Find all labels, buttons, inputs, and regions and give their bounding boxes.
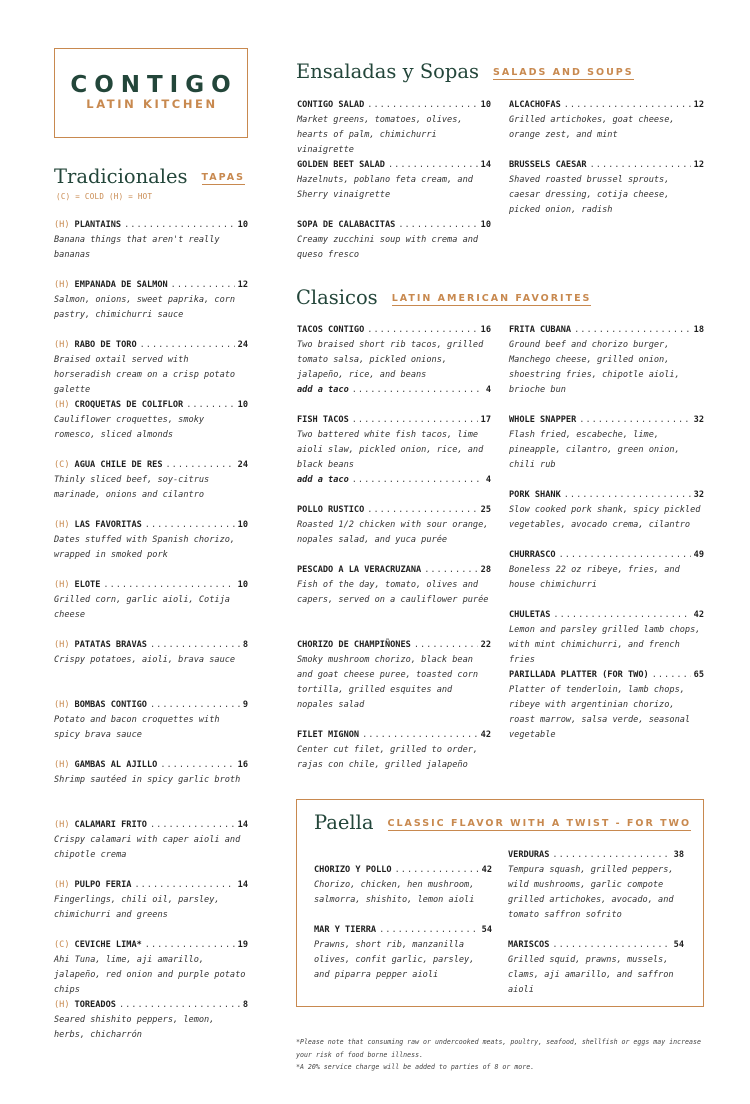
menu-item-name: FRITA CUBANA bbox=[509, 325, 572, 335]
menu-item-price: 12 bbox=[693, 160, 704, 170]
service-charge-note: *A 20% service charge will be added to parties of 8 or more. bbox=[296, 1063, 535, 1071]
add-on-option bbox=[297, 473, 491, 488]
dot-leader bbox=[186, 398, 234, 413]
menu-item-header bbox=[54, 818, 248, 833]
menu-item-header bbox=[54, 938, 248, 953]
temperature-tag: (H) bbox=[54, 760, 70, 770]
menu-item-description: Grilled squid, prawns, mussels, clams, aji amarillo, and saffron aioli bbox=[508, 955, 674, 995]
menu-item-header bbox=[297, 323, 491, 338]
dot-leader bbox=[150, 818, 235, 833]
temperature-tag: (C) bbox=[54, 940, 70, 950]
menu-item-name: BOMBAS CONTIGO bbox=[74, 700, 147, 710]
menu-item-description: Crispy calamari with caper aioli and chipotle crema bbox=[54, 835, 241, 860]
menu-item bbox=[54, 638, 248, 668]
menu-item-description: Shrimp sautéed in spicy garlic broth bbox=[54, 775, 241, 785]
menu-item-name: POLLO RUSTICO bbox=[297, 505, 365, 515]
menu-item bbox=[509, 413, 704, 473]
add-on-label: add a taco bbox=[297, 385, 349, 395]
dot-leader bbox=[352, 413, 478, 428]
dot-leader bbox=[414, 638, 478, 653]
menu-item-name: MARISCOS bbox=[508, 940, 550, 950]
menu-item-header bbox=[54, 518, 248, 533]
menu-item bbox=[509, 608, 704, 668]
menu-item bbox=[297, 728, 491, 773]
menu-item-price: 42 bbox=[481, 865, 492, 875]
tapas-heading bbox=[54, 165, 245, 188]
menu-item-price: 54 bbox=[673, 940, 684, 950]
menu-item-name: CEVICHE LIMA* bbox=[74, 940, 142, 950]
menu-item-name: EMPANADA DE SALMON bbox=[74, 280, 168, 290]
temperature-tag: (H) bbox=[54, 820, 70, 830]
menu-item bbox=[297, 98, 491, 158]
dot-leader bbox=[652, 668, 691, 683]
add-on-price: 4 bbox=[485, 385, 491, 395]
menu-item bbox=[509, 98, 704, 143]
menu-item-name: ALCACHOFAS bbox=[509, 100, 561, 110]
menu-item-description: Tempura squash, grilled peppers, wild mushrooms, garlic compote grilled artichokes, avocado, and tomato saffron sofrito bbox=[508, 865, 674, 920]
menu-item-header bbox=[509, 608, 704, 623]
menu-item-header bbox=[509, 413, 704, 428]
dot-leader bbox=[367, 503, 477, 518]
brand-tagline: LATIN KITCHEN bbox=[86, 97, 218, 111]
temperature-tag: (H) bbox=[54, 400, 70, 410]
dot-leader bbox=[367, 98, 477, 113]
menu-item bbox=[508, 848, 684, 923]
menu-item-name: CALAMARI FRITO bbox=[74, 820, 147, 830]
menu-item-header bbox=[54, 218, 248, 233]
menu-item-name: FILET MIGNON bbox=[297, 730, 360, 740]
dot-leader bbox=[171, 278, 235, 293]
menu-item bbox=[54, 338, 248, 398]
menu-item-price: 24 bbox=[237, 460, 248, 470]
menu-item-header bbox=[509, 323, 704, 338]
add-on-price: 4 bbox=[485, 475, 491, 485]
menu-item-header bbox=[297, 563, 491, 578]
temperature-tag: (H) bbox=[54, 580, 70, 590]
temperature-legend: (C) = COLD (H) = HOT bbox=[56, 192, 153, 201]
menu-item-name: PESCADO A LA VERACRUZANA bbox=[297, 565, 422, 575]
menu-item bbox=[509, 548, 704, 593]
menu-item-price: 16 bbox=[237, 760, 248, 770]
temperature-tag: (H) bbox=[54, 520, 70, 530]
temperature-tag: (H) bbox=[54, 280, 70, 290]
menu-item-header bbox=[509, 98, 704, 113]
menu-item-header bbox=[54, 398, 248, 413]
menu-item-description: Grilled artichokes, goat cheese, orange zest, and mint bbox=[509, 115, 675, 140]
menu-item-description: Grilled corn, garlic aioli, Cotija cheese bbox=[54, 595, 230, 620]
menu-item-name: BRUSSELS CAESAR bbox=[509, 160, 587, 170]
menu-item-price: 10 bbox=[480, 100, 491, 110]
dot-leader bbox=[140, 338, 235, 353]
menu-item-price: 25 bbox=[480, 505, 491, 515]
dot-leader bbox=[564, 98, 691, 113]
menu-item-header bbox=[509, 548, 704, 563]
menu-item-price: 38 bbox=[673, 850, 684, 860]
tapas-title: Tradicionales bbox=[54, 165, 188, 188]
raw-food-warning: *Please note that consuming raw or undercooked meats, poultry, seafood, shellfish or eggs may increase your risk of food borne illness. bbox=[296, 1038, 701, 1059]
menu-item-price: 19 bbox=[237, 940, 248, 950]
menu-item-header bbox=[54, 758, 248, 773]
dot-leader bbox=[352, 383, 483, 398]
dot-leader bbox=[564, 488, 691, 503]
menu-item bbox=[509, 668, 704, 743]
menu-item-name: PATATAS BRAVAS bbox=[74, 640, 147, 650]
menu-item bbox=[509, 158, 704, 218]
menu-item-description: Boneless 22 oz ribeye, fries, and house chimichurri bbox=[509, 565, 680, 590]
menu-item-header bbox=[54, 458, 248, 473]
menu-item-price: 22 bbox=[480, 640, 491, 650]
brand-name: CONTIGO bbox=[70, 72, 238, 98]
menu-item-description: Center cut filet, grilled to order, rajas con chile, grilled jalapeño bbox=[297, 745, 479, 770]
menu-item-header bbox=[297, 638, 491, 653]
menu-item-price: 32 bbox=[693, 490, 704, 500]
menu-item-header bbox=[509, 488, 704, 503]
menu-item bbox=[509, 488, 704, 533]
menu-item-price: 10 bbox=[480, 220, 491, 230]
dot-leader bbox=[552, 938, 670, 953]
clasicos-title: Clasicos bbox=[296, 286, 378, 309]
menu-item-name: CROQUETAS DE COLIFLOR bbox=[74, 400, 184, 410]
menu-item-name: CHULETAS bbox=[509, 610, 551, 620]
menu-item-header bbox=[54, 638, 248, 653]
dot-leader bbox=[166, 458, 235, 473]
menu-item-name: AGUA CHILE DE RES bbox=[74, 460, 163, 470]
dot-leader bbox=[590, 158, 691, 173]
menu-item-header bbox=[54, 278, 248, 293]
menu-item-description: Dates stuffed with Spanish chorizo, wrapped in smoked pork bbox=[54, 535, 236, 560]
menu-item-price: 42 bbox=[480, 730, 491, 740]
menu-item bbox=[297, 413, 491, 488]
menu-item bbox=[297, 563, 491, 608]
menu-item-description: Seared shishito peppers, lemon, herbs, chicharrón bbox=[54, 1015, 215, 1040]
temperature-tag: (H) bbox=[54, 340, 70, 350]
dot-leader bbox=[559, 548, 691, 563]
menu-item bbox=[54, 218, 248, 263]
menu-item-price: 42 bbox=[693, 610, 704, 620]
menu-item-description: Ahi Tuna, lime, aji amarillo, jalapeño, red onion and purple potato chips bbox=[54, 955, 246, 995]
menu-item bbox=[54, 698, 248, 743]
menu-item-header bbox=[297, 728, 491, 743]
menu-item-price: 49 bbox=[693, 550, 704, 560]
menu-item-description: Braised oxtail served with horseradish cream on a crisp potato galette bbox=[54, 355, 236, 395]
menu-item bbox=[54, 458, 248, 503]
dot-leader bbox=[553, 608, 690, 623]
menu-item-description: Hazelnuts, poblano feta cream, and Sherry vinaigrette bbox=[297, 175, 473, 200]
menu-item-name: ELOTE bbox=[74, 580, 101, 590]
menu-item bbox=[297, 638, 491, 713]
menu-item bbox=[54, 278, 248, 323]
menu-item-price: 18 bbox=[693, 325, 704, 335]
menu-item-price: 28 bbox=[480, 565, 491, 575]
menu-item bbox=[54, 938, 248, 998]
menu-item-description: Creamy zucchini soup with crema and queso fresco bbox=[297, 235, 479, 260]
salads-heading bbox=[296, 60, 634, 83]
menu-item-name: PULPO FERIA bbox=[74, 880, 132, 890]
dot-leader bbox=[388, 158, 478, 173]
menu-item-description: Roasted 1/2 chicken with sour orange, nopales salad, and yuca purée bbox=[297, 520, 489, 545]
menu-item-header bbox=[508, 938, 684, 953]
menu-item-price: 10 bbox=[237, 580, 248, 590]
menu-item bbox=[54, 518, 248, 563]
temperature-tag: (H) bbox=[54, 880, 70, 890]
menu-item-price: 16 bbox=[480, 325, 491, 335]
menu-item-header bbox=[509, 668, 704, 683]
add-on-option bbox=[297, 383, 491, 398]
menu-item-name: WHOLE SNAPPER bbox=[509, 415, 577, 425]
menu-item-description: Potato and bacon croquettes with spicy brava sauce bbox=[54, 715, 220, 740]
dot-leader bbox=[398, 218, 477, 233]
dot-leader bbox=[362, 728, 478, 743]
temperature-tag: (H) bbox=[54, 220, 70, 230]
menu-item-price: 10 bbox=[237, 520, 248, 530]
paella-title: Paella bbox=[314, 811, 374, 834]
dot-leader bbox=[552, 848, 670, 863]
menu-item-name: FISH TACOS bbox=[297, 415, 349, 425]
brand-logo bbox=[54, 48, 248, 138]
menu-item-name: VERDURAS bbox=[508, 850, 550, 860]
dot-leader bbox=[367, 323, 477, 338]
paella-heading bbox=[314, 811, 691, 834]
menu-item-header bbox=[297, 98, 491, 113]
menu-item-price: 24 bbox=[237, 340, 248, 350]
menu-item-price: 32 bbox=[693, 415, 704, 425]
menu-item-name: SOPA DE CALABACITAS bbox=[297, 220, 396, 230]
clasicos-subtitle: LATIN AMERICAN FAVORITES bbox=[391, 293, 592, 304]
menu-item-description: Cauliflower croquettes, smoky romesco, sliced almonds bbox=[54, 415, 205, 440]
menu-item-description: Fish of the day, tomato, olives and capers, served on a cauliflower purée bbox=[297, 580, 489, 605]
menu-item bbox=[54, 878, 248, 923]
dot-leader bbox=[145, 518, 235, 533]
dot-leader bbox=[150, 698, 240, 713]
dot-leader bbox=[424, 563, 477, 578]
menu-item bbox=[54, 998, 248, 1043]
temperature-tag: (C) bbox=[54, 460, 70, 470]
dot-leader bbox=[574, 323, 691, 338]
menu-item-price: 12 bbox=[693, 100, 704, 110]
menu-item-price: 10 bbox=[237, 400, 248, 410]
menu-item bbox=[54, 398, 248, 443]
menu-item-price: 14 bbox=[237, 820, 248, 830]
menu-item-description: Crispy potatoes, aioli, brava sauce bbox=[54, 655, 236, 665]
menu-item-description: Two braised short rib tacos, grilled tomato salsa, pickled onions, jalapeño, rice, and beans bbox=[297, 340, 484, 380]
dot-leader bbox=[134, 878, 234, 893]
menu-item-header bbox=[54, 578, 248, 593]
menu-item-price: 9 bbox=[242, 700, 248, 710]
menu-item-header bbox=[508, 848, 684, 863]
menu-item-header bbox=[54, 338, 248, 353]
dot-leader bbox=[579, 413, 690, 428]
salads-title: Ensaladas y Sopas bbox=[296, 60, 480, 83]
dot-leader bbox=[103, 578, 234, 593]
menu-item-price: 14 bbox=[237, 880, 248, 890]
menu-item bbox=[509, 323, 704, 398]
menu-item-name: MAR Y TIERRA bbox=[314, 925, 377, 935]
menu-item bbox=[314, 923, 492, 983]
menu-item-price: 10 bbox=[237, 220, 248, 230]
menu-item bbox=[54, 818, 248, 863]
menu-item-price: 8 bbox=[242, 1000, 248, 1010]
paella-subtitle: CLASSIC FLAVOR WITH A TWIST - FOR TWO bbox=[387, 818, 692, 829]
menu-item-header bbox=[54, 878, 248, 893]
menu-item-header bbox=[54, 998, 248, 1013]
menu-item-description: Chorizo, chicken, hen mushroom, salmorra, shishito, lemon aioli bbox=[314, 880, 475, 905]
menu-item-description: Ground beef and chorizo burger, Manchego cheese, grilled onion, shoestring fries, chipotle aioli, brioche bun bbox=[509, 340, 680, 395]
salads-subtitle: SALADS AND SOUPS bbox=[493, 67, 634, 78]
menu-item-name: RABO DE TORO bbox=[74, 340, 137, 350]
menu-item-name: PLANTAINS bbox=[74, 220, 122, 230]
menu-item-name: GAMBAS AL AJILLO bbox=[74, 760, 158, 770]
menu-item-name: TACOS CONTIGO bbox=[297, 325, 365, 335]
menu-item-name: CHORIZO Y POLLO bbox=[314, 865, 392, 875]
menu-item-price: 8 bbox=[242, 640, 248, 650]
menu-item-price: 65 bbox=[693, 670, 704, 680]
menu-item-header bbox=[54, 698, 248, 713]
menu-item-price: 12 bbox=[237, 280, 248, 290]
menu-item-price: 54 bbox=[481, 925, 492, 935]
clasicos-heading bbox=[296, 286, 591, 309]
menu-item bbox=[314, 863, 492, 908]
dot-leader bbox=[160, 758, 234, 773]
add-on-label: add a taco bbox=[297, 475, 349, 485]
menu-item-description: Lemon and parsley grilled lamb chops, with mint chimichurri, and french fries bbox=[509, 625, 701, 665]
menu-item-name: PARILLADA PLATTER (FOR TWO) bbox=[509, 670, 649, 680]
menu-item-description: Banana things that aren't really bananas bbox=[54, 235, 220, 260]
menu-item-description: Slow cooked pork shank, spicy pickled vegetables, avocado crema, cilantro bbox=[509, 505, 701, 530]
menu-item-price: 17 bbox=[480, 415, 491, 425]
menu-item-description: Prawns, short rib, manzanilla olives, confit garlic, parsley, and piparra pepper aioli bbox=[314, 940, 475, 980]
menu-item-description: Platter of tenderloin, lamb chops, ribeye with argentinian chorizo, roast marrow, salsa verde, seasonal vegetable bbox=[509, 685, 691, 740]
menu-item-header bbox=[314, 863, 492, 878]
menu-item-name: GOLDEN BEET SALAD bbox=[297, 160, 385, 170]
temperature-tag: (H) bbox=[54, 640, 70, 650]
menu-item-description: Flash fried, escabeche, lime, pineapple, cilantro, green onion, chili rub bbox=[509, 430, 680, 470]
dot-leader bbox=[124, 218, 235, 233]
menu-item bbox=[297, 323, 491, 398]
menu-item-header bbox=[314, 923, 492, 938]
dot-leader bbox=[150, 638, 240, 653]
menu-item-description: Fingerlings, chili oil, parsley, chimichurri and greens bbox=[54, 895, 220, 920]
menu-item bbox=[297, 218, 491, 263]
menu-item-price: 14 bbox=[480, 160, 491, 170]
dot-leader bbox=[352, 473, 483, 488]
menu-item-description: Thinly sliced beef, soy-citrus marinade, onions and cilantro bbox=[54, 475, 210, 500]
menu-item-description: Smoky mushroom chorizo, black bean and goat cheese puree, toasted corn tortilla, grilled esquites and nopales salad bbox=[297, 655, 479, 710]
temperature-tag: (H) bbox=[54, 1000, 70, 1010]
menu-item-name: CONTIGO SALAD bbox=[297, 100, 365, 110]
dot-leader bbox=[119, 998, 240, 1013]
menu-item-name: TOREADOS bbox=[74, 1000, 116, 1010]
menu-item-header bbox=[297, 218, 491, 233]
menu-item bbox=[508, 938, 684, 998]
menu-item-name: CHORIZO DE CHAMPIÑONES bbox=[297, 640, 411, 650]
menu-item bbox=[54, 578, 248, 623]
menu-item bbox=[54, 758, 248, 788]
menu-item-name: LAS FAVORITAS bbox=[74, 520, 142, 530]
menu-item-header bbox=[297, 503, 491, 518]
menu-item-name: CHURRASCO bbox=[509, 550, 556, 560]
dot-leader bbox=[395, 863, 479, 878]
menu-item-header bbox=[509, 158, 704, 173]
menu-item-description: Two battered white fish tacos, lime aioli slaw, pickled onion, rice, and black beans bbox=[297, 430, 484, 470]
menu-item-header bbox=[297, 413, 491, 428]
menu-item-description: Market greens, tomatoes, olives, hearts of palm, chimichurri vinaigrette bbox=[297, 115, 463, 155]
menu-item-description: Shaved roasted brussel sprouts, caesar dressing, cotija cheese, picked onion, radish bbox=[509, 175, 670, 215]
dot-leader bbox=[379, 923, 479, 938]
menu-item bbox=[297, 503, 491, 548]
dot-leader bbox=[145, 938, 235, 953]
menu-item bbox=[297, 158, 491, 203]
temperature-tag: (H) bbox=[54, 700, 70, 710]
menu-item-name: PORK SHANK bbox=[509, 490, 561, 500]
menu-item-header bbox=[297, 158, 491, 173]
tapas-subtitle: TAPAS bbox=[201, 172, 245, 183]
menu-item-description: Salmon, onions, sweet paprika, corn pastry, chimichurri sauce bbox=[54, 295, 236, 320]
